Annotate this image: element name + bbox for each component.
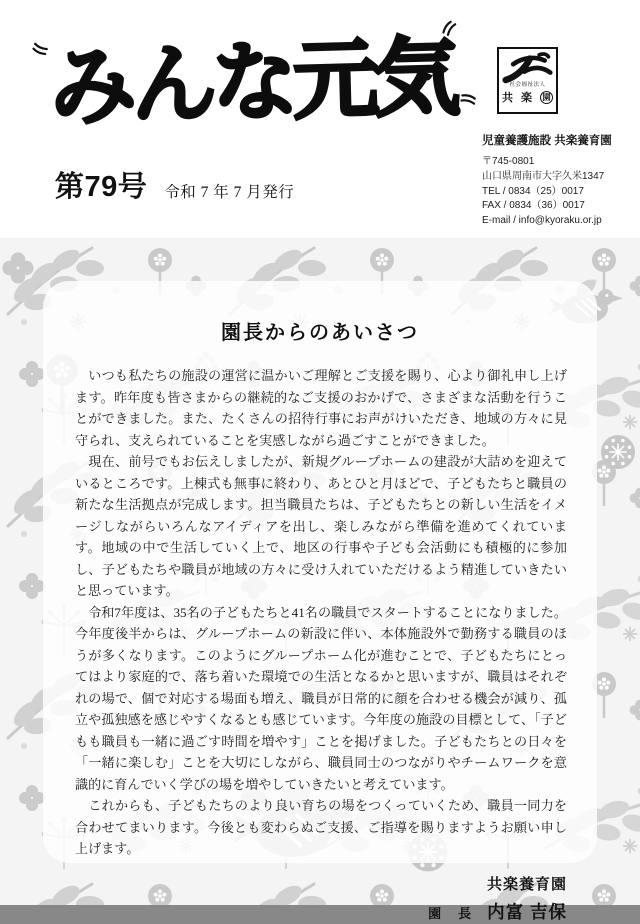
facility-name: 児童養護施設 共楽養育園: [482, 135, 612, 147]
article-panel: [43, 281, 597, 922]
article-paragraph: いつも私たちの施設の運営に温かいご理解とご支援を賜り、心より御礼申し上げます。昨年度も皆さまからの継続的なご支援のおかげで、さまざまな活動を行うことができました。また、たくさんの招待行事にお声がけいただき、地域の方々に見守られ、支えられていることを実感しながら過ごすことができました。: [75, 368, 567, 448]
corporation-type-label: 社会福祉法人: [509, 82, 546, 88]
fax: FAX / 0834（36）0017: [482, 200, 585, 212]
seal-char: 楽: [521, 92, 532, 104]
issue-number: 第79号: [55, 171, 148, 203]
kyoraku-seal-figure-icon: [502, 51, 554, 83]
article-paragraph: 現在、前号でもお伝えしましたが、新規グループホームの建設が大詰めを迎えているところです。上棟式も無事に終わり、あとひと月ほどで、子どもたちと職員の新たな生活拠点が完成します。担当職員たちは、子どもたちとの新しい生活をイメージしながらいろんなアイディアを出し、楽しみながら準備を進めてくれています。地域の中で生活していく上で、地区の行事や子ども会活動にも積極的に参加し、子どもたちや職員が地域の方々に受け入れていただけるよう精進していきたいと思っています。: [75, 454, 567, 598]
email: E-mail / info@kyoraku.or.jp: [482, 215, 602, 227]
seal-char-circled: 園: [540, 91, 553, 104]
signature-organization: 共楽養育園: [486, 875, 567, 893]
seal-char: 共: [502, 92, 513, 104]
seal-name: [502, 89, 553, 105]
signature-title: 園 長: [428, 905, 474, 921]
signature-block: [43, 873, 567, 924]
newsletter-title-logo: みんな元気: [48, 27, 457, 139]
postal-code: 〒745-0801: [482, 156, 535, 167]
article-heading: 園長からのあいさつ: [221, 322, 419, 344]
tel: TEL / 0834（25）0017: [482, 185, 584, 197]
address: 山口県周南市大字久米1347: [482, 170, 605, 182]
issue-info: [55, 164, 294, 205]
publisher-contact-block: [482, 132, 612, 229]
issue-date: 令和 7 年 7 月発行: [164, 184, 295, 201]
kyorakuen-seal: [497, 47, 558, 114]
article-paragraph: 令和7年度は、35名の子どもたちと41名の職員でスタートすることになりました。今年度後半からは、グループホームの新設に伴い、本体施設外で勤務する職員のほうが多くなります。このようにグループホーム化が進むことで、子どもたちにとってはより家庭的で、落ち着いた環境での生活となるかと思いますが、職員はそれぞれの場で、個で対応する場面も増え、職員が日常的に顔を合わせる機会が減り、孤立や孤独感を感じやすくなるとも感じています。今年度の施設の目標として、「子どもも職員も一緒に過ごす時間を増やす」ことを掲げました。子どもたちとの日々を「一緒に楽しむ」ことを大切にしながら、職員同士のつながりやチームワークを意識的に育んでいく学びの場を増やしていきたいと考えています。: [75, 604, 567, 792]
signature-name: 内富 吉保: [487, 901, 567, 922]
article-body: [75, 365, 567, 860]
article-paragraph: これからも、子どもたちのより良い育ちの場をつくっていくため、職員一同力を合わせてまいります。今後とも変わらぬご支援、ご指導を賜りますようお願い申し上げます。: [75, 798, 567, 856]
signature-line: [43, 899, 567, 924]
masthead: [49, 29, 456, 138]
